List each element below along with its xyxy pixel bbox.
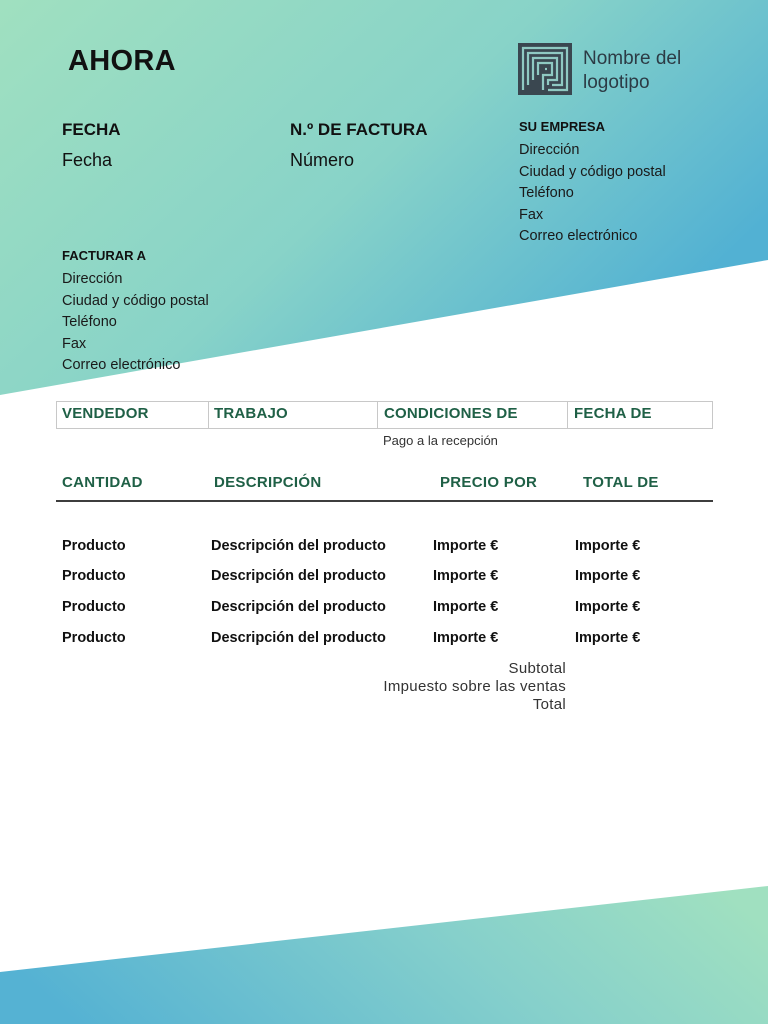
header-description: DESCRIPCIÓN [214, 474, 322, 491]
header-job: TRABAJO [214, 405, 288, 422]
bill-to-fax: Fax [62, 335, 87, 352]
header-line-total: TOTAL DE [583, 474, 659, 491]
date-label: FECHA [62, 120, 121, 139]
row-3-quantity: Producto [62, 599, 126, 615]
row-2-unit-price: Importe € [433, 568, 499, 584]
header-quantity: CANTIDAD [62, 474, 143, 491]
payment-terms-value: Pago a la recepción [383, 433, 498, 448]
header-unit-price: PRECIO POR [440, 474, 538, 491]
row-3-total: Importe € [575, 599, 641, 615]
header-seller: VENDEDOR [62, 405, 149, 422]
row-2-total: Importe € [575, 568, 641, 584]
page-title: AHORA [68, 45, 176, 77]
company-email: Correo electrónico [519, 228, 638, 245]
total-label: Total [532, 696, 566, 713]
sales-tax-label: Impuesto sobre las ventas [383, 678, 566, 695]
header-payment-terms: CONDICIONES DE [384, 405, 518, 422]
bill-to-email: Correo electrónico [62, 357, 181, 374]
logo-maze-icon [518, 43, 572, 95]
subtotal-label: Subtotal [508, 660, 566, 677]
company-fax: Fax [519, 206, 544, 223]
invoice-number-value: Número [290, 150, 355, 170]
bill-to-label: FACTURAR A [62, 248, 147, 263]
logo-name [583, 47, 681, 95]
bill-to-city: Ciudad y código postal [62, 292, 209, 309]
row-2-quantity: Producto [62, 568, 126, 584]
date-value: Fecha [62, 150, 113, 170]
header-divider [56, 500, 713, 502]
row-3-description: Descripción del producto [211, 599, 386, 615]
logo-line-2: logotipo [583, 72, 650, 93]
company-label: SU EMPRESA [519, 119, 605, 134]
row-3-unit-price: Importe € [433, 599, 499, 615]
row-1-total: Importe € [575, 538, 641, 554]
row-1-unit-price: Importe € [433, 538, 499, 554]
logo-line-1: Nombre del [583, 48, 682, 69]
row-4-description: Descripción del producto [211, 630, 386, 646]
company-city: Ciudad y código postal [519, 163, 666, 180]
header-due-date: FECHA DE [574, 405, 652, 422]
bottom-gradient-band [0, 886, 768, 1024]
invoice-number-label: N.º DE FACTURA [290, 120, 428, 139]
row-1-description: Descripción del producto [211, 538, 386, 554]
bill-to-block [62, 248, 209, 377]
company-phone: Teléfono [519, 185, 574, 202]
row-1-quantity: Producto [62, 538, 126, 554]
bill-to-phone: Teléfono [62, 314, 117, 331]
row-4-total: Importe € [575, 630, 641, 646]
row-2-description: Descripción del producto [211, 568, 386, 584]
bill-to-address: Dirección [62, 271, 123, 287]
row-4-unit-price: Importe € [433, 630, 499, 646]
row-4-quantity: Producto [62, 630, 126, 646]
company-block [519, 119, 666, 248]
company-address: Dirección [519, 142, 580, 158]
